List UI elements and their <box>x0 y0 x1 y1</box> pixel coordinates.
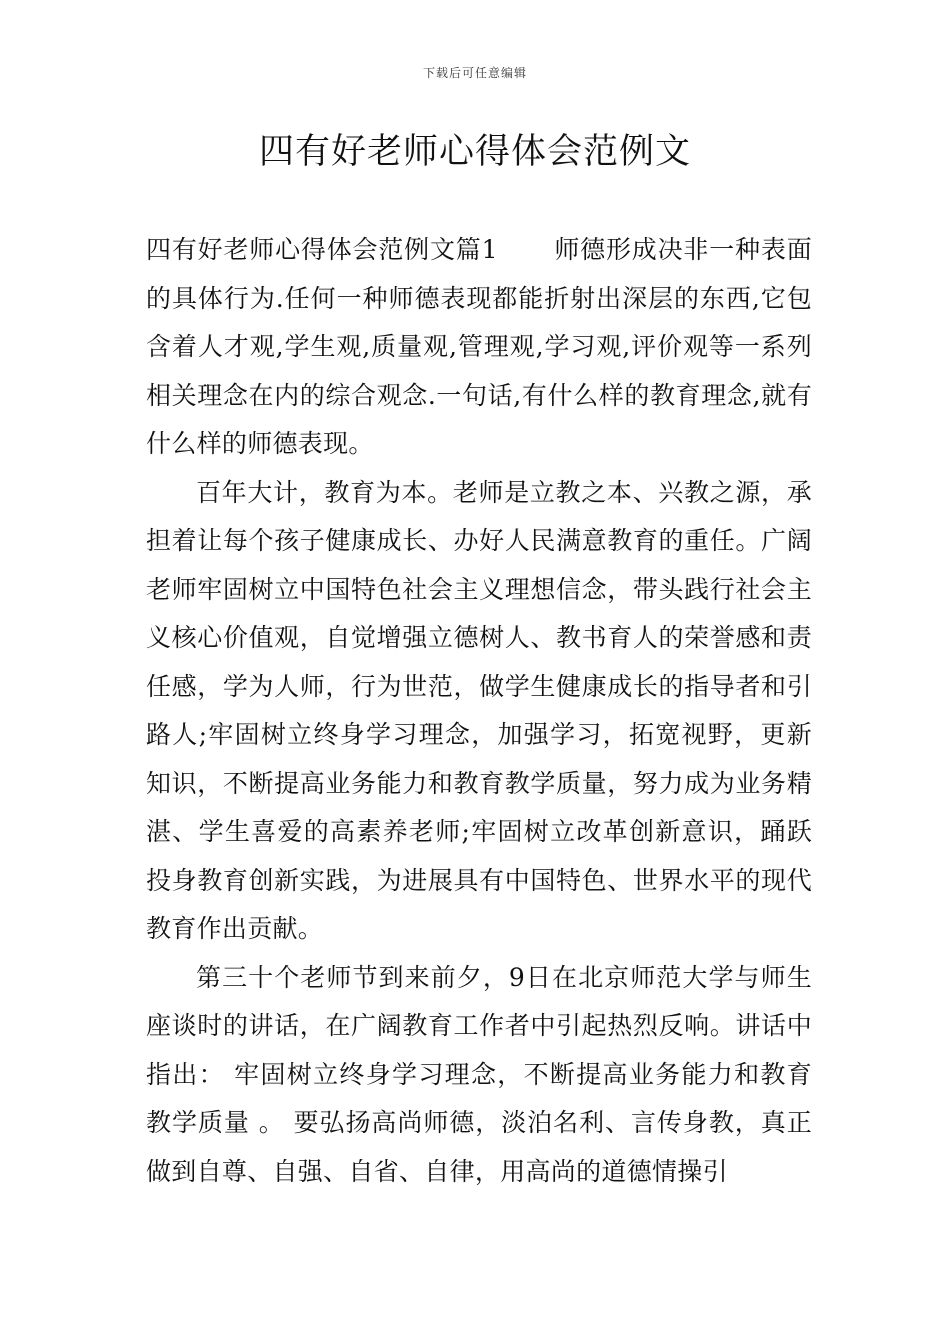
document-body <box>146 226 812 1196</box>
section-label: 四有好老师心得体会范例文篇1 <box>146 235 498 264</box>
paragraph-1 <box>146 226 812 469</box>
paragraph-2: 百年大计，教育为本。老师是立教之本、兴教之源，承担着让每个孩子健康成长、办好人民满意教育的重任。广阔老师牢固树立中国特色社会主义理想信念，带头践行社会主义核心价值观，自觉增强立德树人、教书育人的荣誉感和责任感，学为人师，行为世范，做学生健康成长的指导者和引路人;牢固树立终身学习理念，加强学习，拓宽视野，更新知识，不断提高业务能力和教育教学质量，努力成为业务精湛、学生喜爱的高素养老师;牢固树立改革创新意识，踊跃投身教育创新实践，为进展具有中国特色、世界水平的现代教育作出贡献。 <box>146 477 812 943</box>
paragraph-3: 第三十个老师节到来前夕，9日在北京师范大学与师生座谈时的讲话，在广阔教育工作者中引起热烈反响。讲话中指出： 牢固树立终身学习理念，不断提高业务能力和教育教学质量 。 要弘扬高尚师德，淡泊名利、言传身教，真正做到自尊、自强、自省、自律，用高尚的道德情操引 <box>146 962 812 1186</box>
header-note: 下载后可任意编辑 <box>422 66 527 80</box>
document-title: 四有好老师心得体会范例文 <box>258 132 691 172</box>
paragraph-1-text: 师德形成决非一种表面的具体行为.任何一种师德表现都能折射出深层的东西,它包含着人才观,学生观,质量观,管理观,学习观,评价观等一系列相关理念在内的综合观念.一句话,有什么样的教育理念,就有什么样的师德表现。 <box>146 235 812 458</box>
